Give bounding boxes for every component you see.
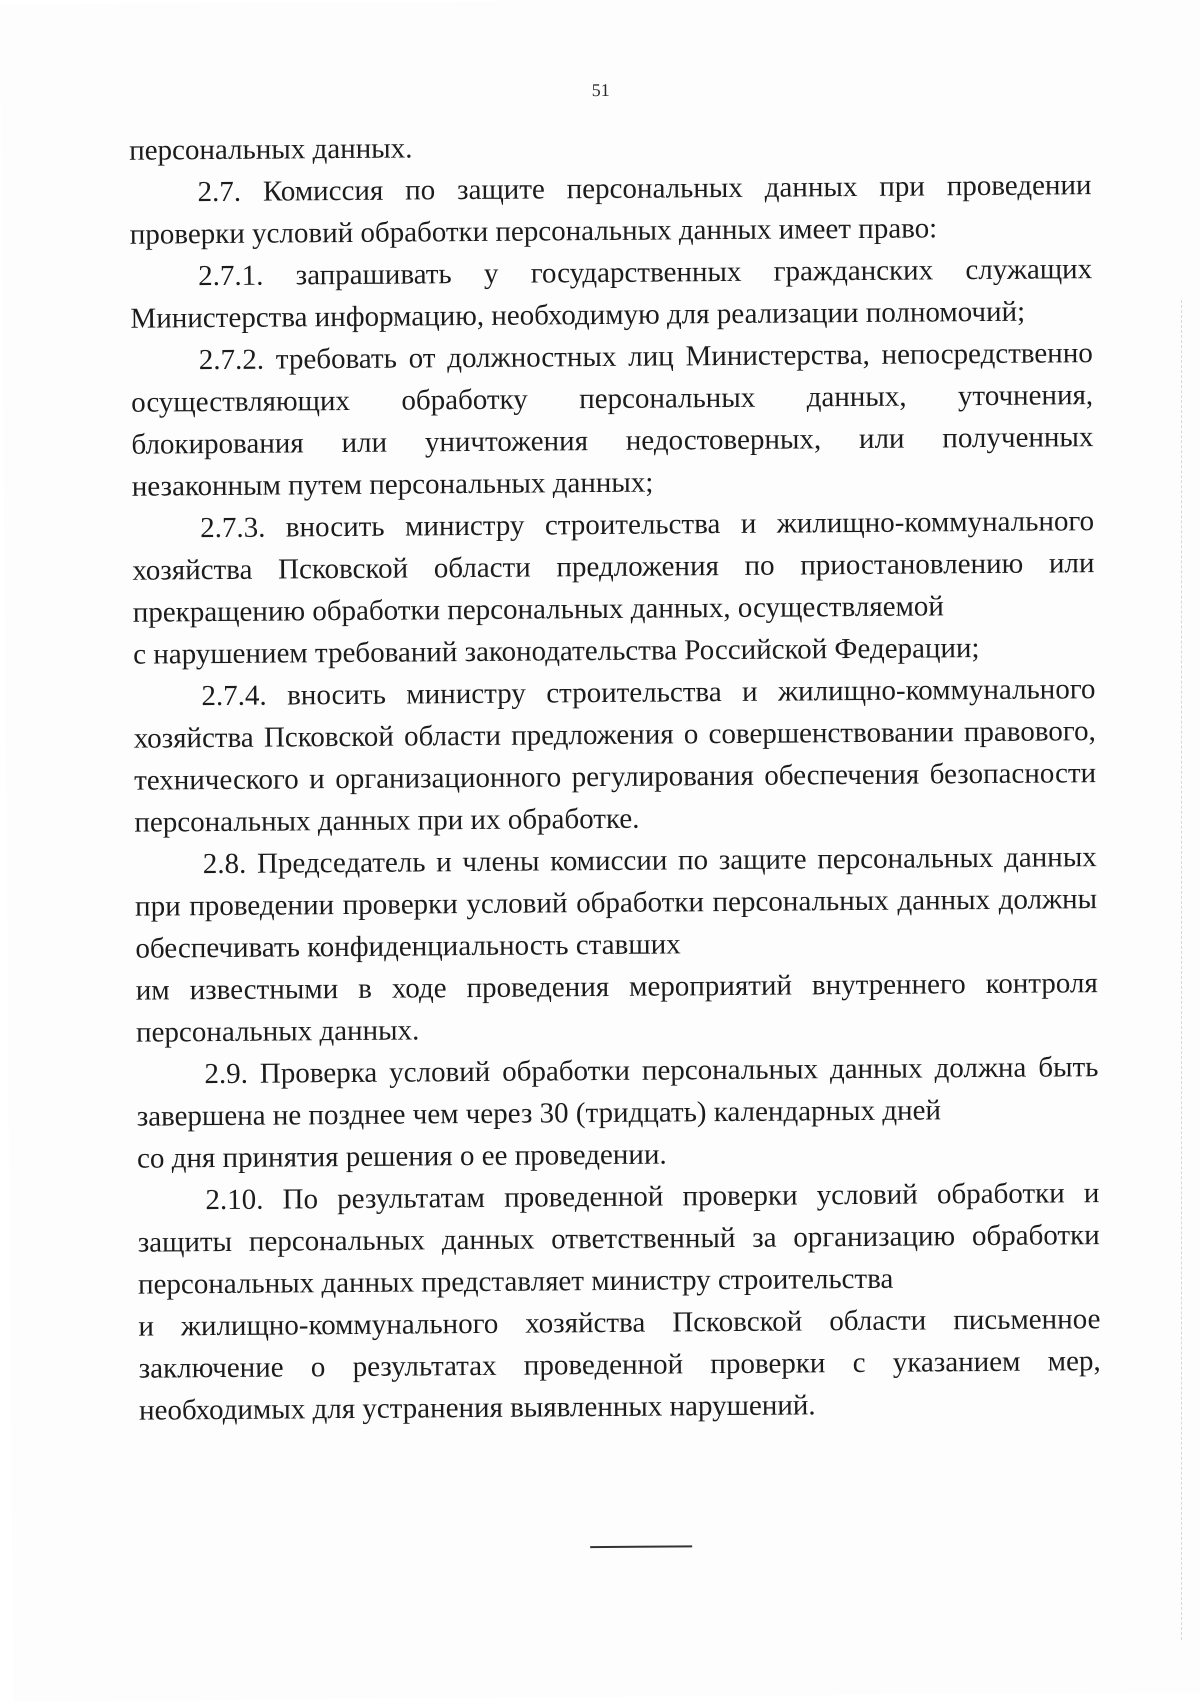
paragraph-2-10-cont: и жилищно-коммунального хозяйства Псковской области письменное заключение о результатах проведенной проверки с указанием мер, необходимых для устранения выявленных нарушений. [138,1303,1101,1427]
paragraph-2-7-4: 2.7.4. вносить министру строительства и жилищно-коммунального хозяйства Псковской области предложения о совершенствовании правового, технического и организационного регулирования обеспечения безопасности персональных данных при их обработке. [133,673,1097,839]
paragraph-2-7-3-cont: с нарушением требований законодательства Российской Федерации; [133,632,980,671]
paragraph-2-7-1: 2.7.1. запрашивать у государственных гражданских служащих Министерства информацию, необходимую для реализации полномочий; [130,253,1093,335]
paragraph-2-7-3: 2.7.3. вносить министру строительства и жилищно-коммунального хозяйства Псковской области предложения по приостановлению или прекращению обработки персональных данных, осуществляемой [132,505,1095,629]
paragraph-2-7-2: 2.7.2. требовать от должностных лиц Министерства, непосредственно осуществляющих обработку персональных данных, уточнения, блокирования или уничтожения недостоверных, или полученных незаконным путем персональных данных; [131,337,1094,503]
page-number: 51 [591,79,610,101]
paragraph-2-8-cont: им известными в ходе проведения мероприятий внутреннего контроля персональных данных. [135,967,1098,1049]
paragraph-2-9-cont: со дня принятия решения о ее проведении. [136,1138,667,1175]
paragraph-continuation: персональных данных. [129,132,413,167]
paragraph-2-10: 2.10. По результатам проведенной проверки условий обработки и защиты персональных данных ответственный за организацию обработки персональных данных представляет министру строительства [137,1177,1100,1301]
document-body [129,122,1101,1432]
paragraph-2-8: 2.8. Председатель и члены комиссии по защите персональных данных при проведении проверки условий обработки персональных данных должны обеспечивать конфиденциальность ставших [134,841,1098,965]
end-of-document-rule [590,1545,692,1548]
scan-edge-mark [1181,300,1182,1640]
paragraph-2-7: 2.7. Комиссия по защите персональных данных при проведении проверки условий обработки персональных данных имеет право: [129,169,1092,251]
paragraph-2-9: 2.9. Проверка условий обработки персональных данных должна быть завершена не позднее чем через 30 (тридцать) календарных дней [136,1051,1099,1133]
